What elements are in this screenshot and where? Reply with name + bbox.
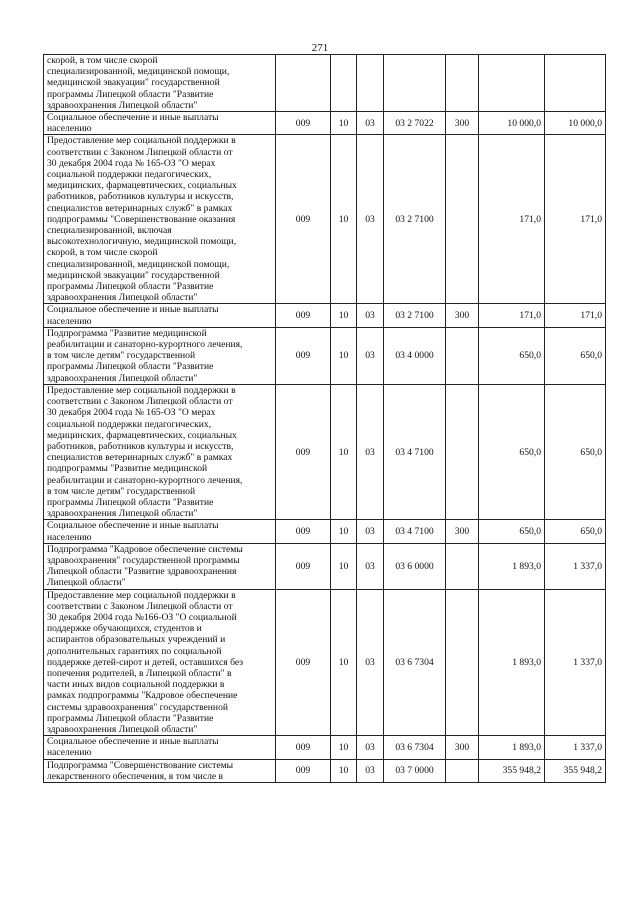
- expense-type-cell: [446, 384, 479, 519]
- subsection-code-cell: 03: [357, 543, 384, 589]
- expense-type-cell: [446, 55, 479, 112]
- ministry-code-cell: 009: [276, 759, 331, 782]
- table-row: [44, 759, 606, 782]
- ministry-code-cell: 009: [276, 135, 331, 304]
- expense-type-cell: 300: [446, 520, 479, 543]
- subsection-code-cell: 03: [357, 736, 384, 759]
- amount-cell: 355 948,2: [479, 759, 545, 782]
- ministry-code-cell: 009: [276, 304, 331, 327]
- subsection-code-cell: 03: [357, 304, 384, 327]
- section-code-cell: 10: [331, 327, 357, 384]
- target-article-cell: 03 2 7100: [384, 304, 446, 327]
- subsection-code-cell: 03: [357, 520, 384, 543]
- table-row: [44, 112, 606, 135]
- target-article-cell: 03 4 7100: [384, 520, 446, 543]
- item-name-cell: Подпрограмма "Развитие медицинской реабилитации и санаторно-курортного лечения, в том числе детям" государственной программы Липецкой области "Развитие здравоохранения Липецкой области": [44, 327, 276, 384]
- amount-cell: 171,0: [479, 135, 545, 304]
- subsection-code-cell: 03: [357, 589, 384, 736]
- subsection-code-cell: 03: [357, 759, 384, 782]
- table-row: [44, 304, 606, 327]
- amount-cell: 10 000,0: [545, 112, 606, 135]
- table-body: [44, 55, 606, 783]
- section-code-cell: 10: [331, 543, 357, 589]
- item-name-cell: Подпрограмма "Совершенствование системы лекарственного обеспечения, в том числе в: [44, 759, 276, 782]
- amount-cell: 650,0: [545, 520, 606, 543]
- amount-cell: [479, 55, 545, 112]
- item-name-cell: скорой, в том числе скорой специализированной, медицинской помощи, медицинской эвакуации" государственной программы Липецкой области "Развитие здравоохранения Липецкой области": [44, 55, 276, 112]
- amount-cell: [545, 55, 606, 112]
- table-row: [44, 589, 606, 736]
- amount-cell: 1 893,0: [479, 736, 545, 759]
- item-name-cell: Предоставление мер социальной поддержки в соответствии с Законом Липецкой области от 30 декабря 2004 года №166-ОЗ "О социальной поддержке обучающихся, студентов и аспирантов образовательных учреждений и дополнительных гарантиях по социальной поддержке детей-сирот и детей, оставшихся без попечения родителей, в Липецкой области" в части иных видов социальной поддержки в рамках подпрограммы "Кадровое обеспечение системы здравоохранения" государственной программы Липецкой области "Развитие здравоохранения Липецкой области": [44, 589, 276, 736]
- amount-cell: 1 893,0: [479, 589, 545, 736]
- amount-cell: 10 000,0: [479, 112, 545, 135]
- budget-table: [43, 54, 606, 783]
- table-row: [44, 55, 606, 112]
- item-name-cell: Предоставление мер социальной поддержки в соответствии с Законом Липецкой области от 30 декабря 2004 года № 165-ОЗ "О мерах социальной поддержки педагогических, медицинских, фармацевтических, социальных работников, работников культуры и искусств, специалистов ветеринарных служб" в рамках подпрограммы "Развитие медицинской реабилитации и санаторно-курортного лечения, в том числе детям" государственной программы Липецкой области "Развитие здравоохранения Липецкой области": [44, 384, 276, 519]
- item-name-cell: Подпрограмма "Кадровое обеспечение системы здравоохранения" государственной программы Липецкой области "Развитие здравоохранения Липецкой области": [44, 543, 276, 589]
- expense-type-cell: [446, 135, 479, 304]
- target-article-cell: 03 4 7100: [384, 384, 446, 519]
- amount-cell: 171,0: [479, 304, 545, 327]
- expense-type-cell: 300: [446, 736, 479, 759]
- item-name-cell: Социальное обеспечение и иные выплаты населению: [44, 736, 276, 759]
- subsection-code-cell: 03: [357, 135, 384, 304]
- ministry-code-cell: [276, 55, 331, 112]
- ministry-code-cell: 009: [276, 589, 331, 736]
- amount-cell: 1 893,0: [479, 543, 545, 589]
- expense-type-cell: [446, 589, 479, 736]
- expense-type-cell: [446, 543, 479, 589]
- ministry-code-cell: 009: [276, 384, 331, 519]
- target-article-cell: 03 2 7100: [384, 135, 446, 304]
- target-article-cell: 03 6 7304: [384, 589, 446, 736]
- target-article-cell: 03 6 0000: [384, 543, 446, 589]
- table-row: [44, 543, 606, 589]
- expense-type-cell: [446, 759, 479, 782]
- section-code-cell: 10: [331, 112, 357, 135]
- amount-cell: 1 337,0: [545, 543, 606, 589]
- subsection-code-cell: 03: [357, 112, 384, 135]
- table-row: [44, 520, 606, 543]
- section-code-cell: [331, 55, 357, 112]
- expense-type-cell: 300: [446, 112, 479, 135]
- amount-cell: 650,0: [479, 327, 545, 384]
- target-article-cell: 03 2 7022: [384, 112, 446, 135]
- amount-cell: 355 948,2: [545, 759, 606, 782]
- subsection-code-cell: 03: [357, 327, 384, 384]
- amount-cell: 171,0: [545, 135, 606, 304]
- expense-type-cell: 300: [446, 304, 479, 327]
- amount-cell: 650,0: [545, 384, 606, 519]
- section-code-cell: 10: [331, 759, 357, 782]
- item-name-cell: Предоставление мер социальной поддержки в соответствии с Законом Липецкой области от 30 декабря 2004 года № 165-ОЗ "О мерах социальной поддержки педагогических, медицинских, фармацевтических, социальных работников, работников культуры и искусств, специалистов ветеринарных служб" в рамках подпрограммы "Совершенствование оказания специализированной, включая высокотехнологичную, медицинской помощи, скорой, в том числе скорой специализированной, медицинской помощи, медицинской эвакуации" государственной программы Липецкой области "Развитие здравоохранения Липецкой области": [44, 135, 276, 304]
- section-code-cell: 10: [331, 589, 357, 736]
- section-code-cell: 10: [331, 304, 357, 327]
- item-name-cell: Социальное обеспечение и иные выплаты населению: [44, 520, 276, 543]
- table-row: [44, 327, 606, 384]
- amount-cell: 1 337,0: [545, 736, 606, 759]
- ministry-code-cell: 009: [276, 520, 331, 543]
- section-code-cell: 10: [331, 736, 357, 759]
- ministry-code-cell: 009: [276, 112, 331, 135]
- page-number: 271: [311, 42, 329, 54]
- item-name-cell: Социальное обеспечение и иные выплаты населению: [44, 112, 276, 135]
- amount-cell: 650,0: [545, 327, 606, 384]
- amount-cell: 650,0: [479, 384, 545, 519]
- table-row: [44, 135, 606, 304]
- amount-cell: 1 337,0: [545, 589, 606, 736]
- section-code-cell: 10: [331, 520, 357, 543]
- subsection-code-cell: [357, 55, 384, 112]
- ministry-code-cell: 009: [276, 543, 331, 589]
- amount-cell: 171,0: [545, 304, 606, 327]
- subsection-code-cell: 03: [357, 384, 384, 519]
- target-article-cell: [384, 55, 446, 112]
- amount-cell: 650,0: [479, 520, 545, 543]
- table-row: [44, 384, 606, 519]
- ministry-code-cell: 009: [276, 327, 331, 384]
- section-code-cell: 10: [331, 384, 357, 519]
- table-row: [44, 736, 606, 759]
- target-article-cell: 03 4 0000: [384, 327, 446, 384]
- ministry-code-cell: 009: [276, 736, 331, 759]
- target-article-cell: 03 6 7304: [384, 736, 446, 759]
- target-article-cell: 03 7 0000: [384, 759, 446, 782]
- item-name-cell: Социальное обеспечение и иные выплаты населению: [44, 304, 276, 327]
- section-code-cell: 10: [331, 135, 357, 304]
- expense-type-cell: [446, 327, 479, 384]
